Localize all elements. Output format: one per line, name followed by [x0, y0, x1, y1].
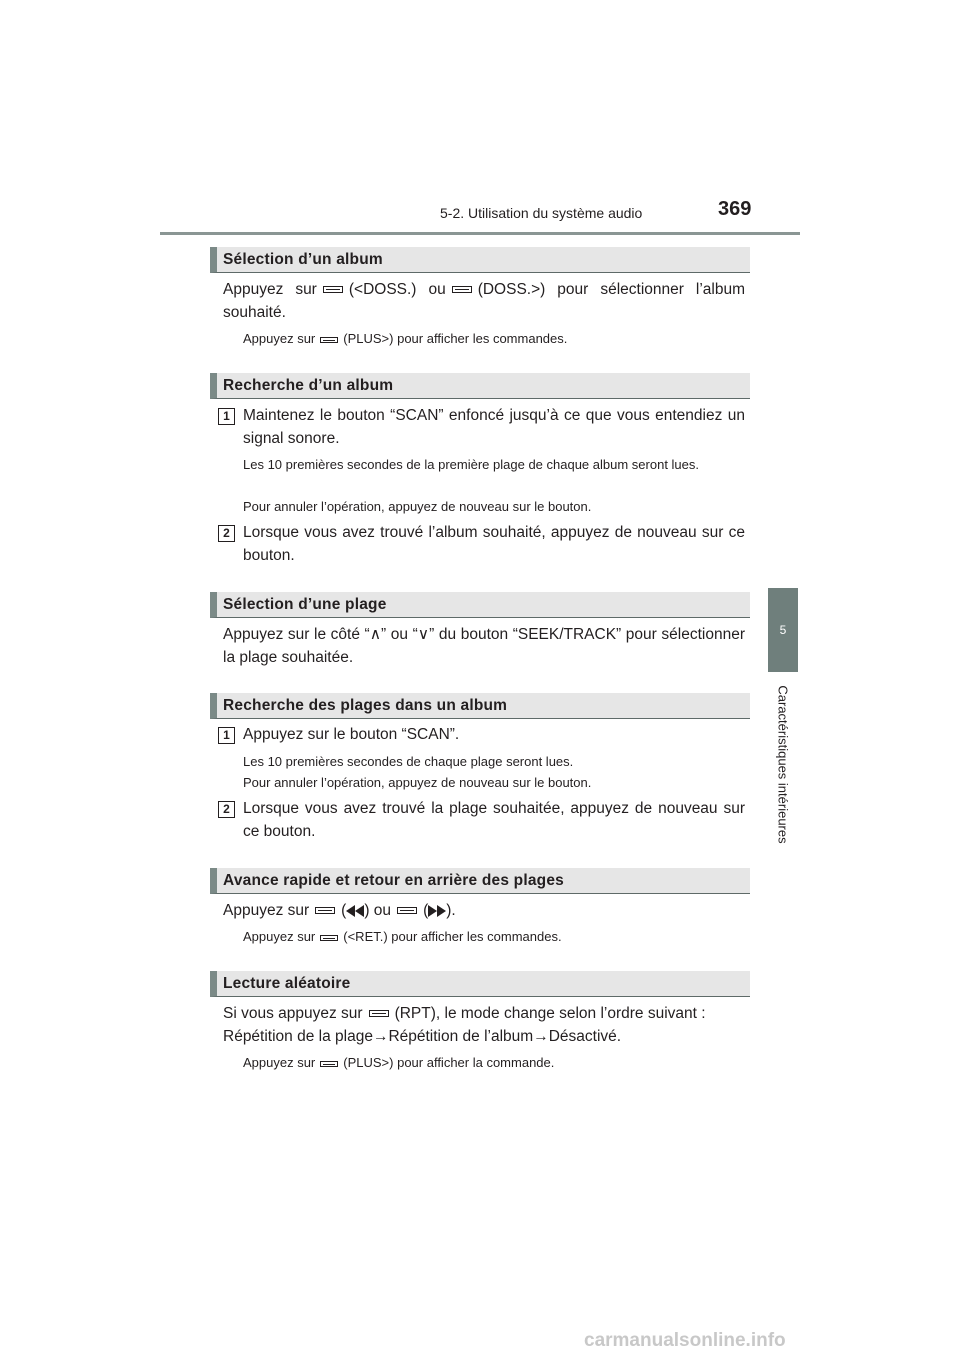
- section-title: Avance rapide et retour en arrière des plages: [223, 872, 564, 889]
- text: (PLUS>) pour afficher la commande.: [343, 1055, 555, 1070]
- section-header: [210, 971, 750, 997]
- button-icon: [320, 337, 338, 343]
- section-header: [210, 693, 750, 719]
- paragraph: [223, 278, 745, 324]
- button-icon: [397, 907, 417, 914]
- chapter-tab: 5: [768, 588, 798, 672]
- watermark: carmanualsonline.info: [584, 1330, 786, 1351]
- section-header: [210, 373, 750, 399]
- section-title: Sélection d’un album: [223, 251, 383, 268]
- step-text: Appuyez sur le bouton “SCAN”.: [243, 726, 460, 743]
- rewind-icon: [346, 902, 364, 919]
- button-icon: [323, 286, 343, 293]
- text: (PLUS>) pour afficher les commandes.: [343, 331, 568, 346]
- button-icon: [320, 1061, 338, 1067]
- text: ) ou: [364, 902, 392, 919]
- page-number: 369: [718, 198, 752, 220]
- text: ).: [446, 902, 456, 919]
- paragraph: [223, 1002, 745, 1025]
- paragraph: Appuyez sur le côté “∧” ou “∨” du bouton “SEEK/TRACK” pour sélectionner la plage souhaitée.: [223, 626, 745, 666]
- text: (<RET.) pour afficher les commandes.: [343, 929, 562, 944]
- section-title: Recherche d’un album: [223, 377, 394, 394]
- paragraph: [223, 899, 745, 922]
- note: Pour annuler l’opération, appuyez de nouveau sur le bouton.: [243, 499, 592, 514]
- step-badge: 2: [218, 525, 235, 542]
- step-text: Maintenez le bouton “SCAN” enfoncé jusqu’à ce que vous entendiez un signal sonore.: [243, 407, 745, 447]
- text: Appuyez sur: [223, 281, 317, 298]
- section-title: Lecture aléatoire: [223, 975, 351, 992]
- text: Appuyez sur: [243, 1055, 316, 1070]
- section-header: [210, 592, 750, 618]
- section-header: [210, 868, 750, 894]
- text: (: [423, 902, 429, 919]
- text: Appuyez sur: [243, 331, 316, 346]
- step-text: Lorsque vous avez trouvé l’album souhaité, appuyez de nouveau sur ce bouton.: [243, 524, 745, 564]
- section-title: Recherche des plages dans un album: [223, 697, 508, 714]
- section-header: [210, 247, 750, 273]
- text: (RPT), le mode change selon l’ordre suivant :: [394, 1005, 706, 1022]
- step-badge: 2: [218, 801, 235, 818]
- note: Les 10 premières secondes de la première plage de chaque album seront lues.: [243, 457, 699, 472]
- step-badge: 1: [218, 408, 235, 425]
- fast-forward-icon: [428, 902, 446, 919]
- text: (<DOSS.) ou: [348, 281, 446, 298]
- text: Appuyez sur: [223, 902, 310, 919]
- button-icon: [369, 1010, 389, 1017]
- section-title: Sélection d’une plage: [223, 596, 387, 613]
- button-icon: [320, 935, 338, 941]
- text: (: [341, 902, 347, 919]
- text: Si vous appuyez sur: [223, 1005, 363, 1022]
- note: [243, 328, 745, 349]
- button-icon: [315, 907, 335, 914]
- text: (DOSS.>) pour sélectionner l’album souhaité.: [223, 281, 745, 321]
- step-badge: 1: [218, 727, 235, 744]
- note: Pour annuler l’opération, appuyez de nouveau sur le bouton.: [243, 775, 592, 790]
- paragraph: Répétition de la plage→Répétition de l’album→Désactivé.: [223, 1028, 622, 1045]
- step-text: Lorsque vous avez trouvé la plage souhaitée, appuyez de nouveau sur ce bouton.: [243, 800, 745, 840]
- button-icon: [452, 286, 472, 293]
- note: Les 10 premières secondes de chaque plage seront lues.: [243, 754, 574, 769]
- note: [243, 1052, 745, 1073]
- header-rule: [160, 232, 800, 235]
- header-section: 5-2. Utilisation du système audio: [440, 205, 643, 221]
- text: Appuyez sur: [243, 929, 316, 944]
- note: [243, 926, 745, 947]
- chapter-label: Caractéristiques intérieures: [775, 685, 791, 844]
